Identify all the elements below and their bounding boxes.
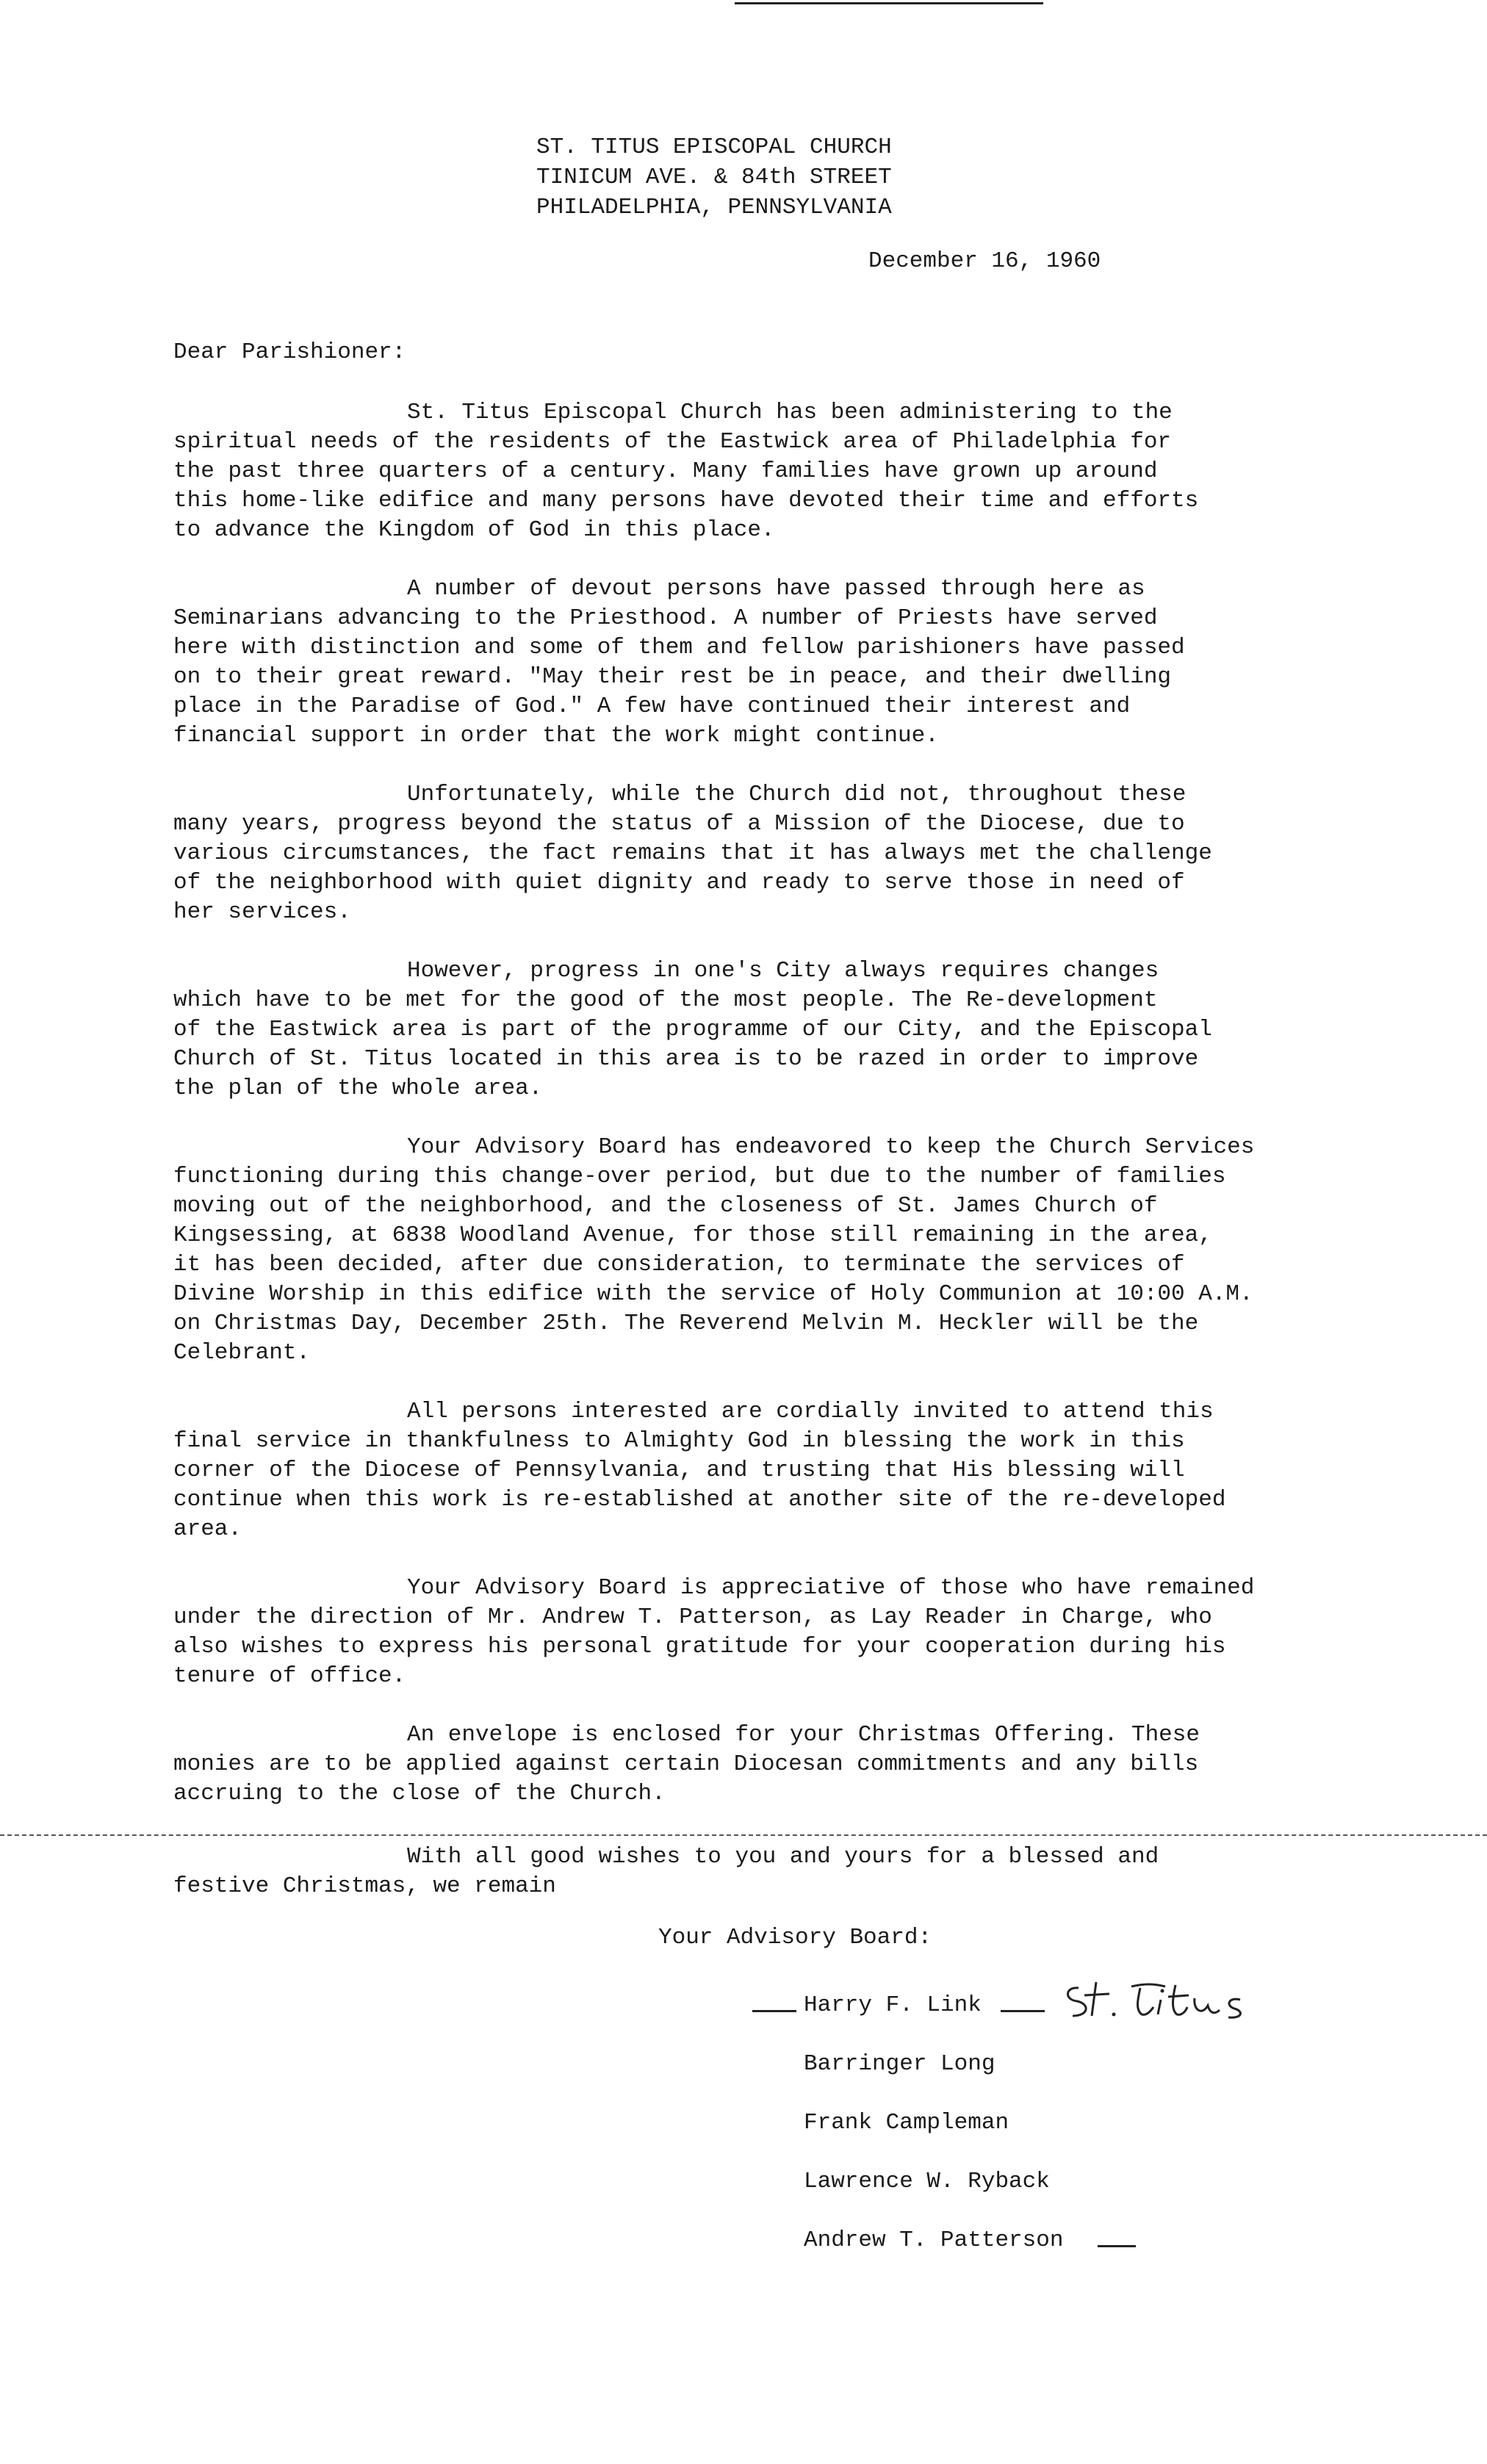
dash-mark bbox=[1098, 2245, 1136, 2247]
text-line: With all good wishes to you and yours for a blessed and bbox=[407, 1844, 1159, 1870]
paragraph-appreciation bbox=[173, 1574, 1349, 1691]
letterhead-street: TINICUM AVE. & 84th STREET bbox=[536, 165, 892, 190]
letterhead-city: PHILADELPHIA, PENNSYLVANIA bbox=[536, 195, 892, 220]
top-edge-rule bbox=[735, 2, 1043, 4]
board-member-name: Frank Campleman bbox=[804, 2110, 1009, 2136]
handwriting-graphic bbox=[1058, 1972, 1264, 2023]
board-member-name: Andrew T. Patterson bbox=[804, 2227, 1064, 2253]
paragraph-final-service bbox=[173, 1133, 1349, 1368]
letterhead-church-name: ST. TITUS EPISCOPAL CHURCH bbox=[536, 134, 892, 160]
text-line: Your Advisory Board is appreciative of those who have remained bbox=[407, 1575, 1255, 1601]
text-line: of the Eastwick area is part of the programme of our City, and the Episcopal bbox=[173, 1017, 1212, 1042]
text-line: her services. bbox=[173, 899, 351, 925]
page-fold-line bbox=[0, 1834, 1487, 1836]
text-line: under the direction of Mr. Andrew T. Patterson, as Lay Reader in Charge, who bbox=[173, 1604, 1212, 1630]
letter-date: December 16, 1960 bbox=[868, 248, 1101, 274]
text-line: area. bbox=[173, 1516, 242, 1542]
text-line: Unfortunately, while the Church did not, throughout these bbox=[407, 782, 1187, 807]
handwritten-st-titus-note bbox=[1058, 1972, 1264, 2023]
board-member-name: Harry F. Link bbox=[804, 1992, 982, 2018]
text-line: the past three quarters of a century. Many families have grown up around bbox=[173, 458, 1158, 484]
text-line: the plan of the whole area. bbox=[173, 1076, 543, 1101]
text-line: A number of devout persons have passed through here as bbox=[407, 576, 1145, 602]
text-line: also wishes to express his personal gratitude for your cooperation during his bbox=[173, 1634, 1226, 1660]
text-line: final service in thankfulness to Almighty God in blessing the work in this bbox=[173, 1428, 1185, 1454]
text-line: continue when this work is re-established at another site of the re-developed bbox=[173, 1487, 1226, 1513]
text-line: this home-like edifice and many persons have devoted their time and efforts bbox=[173, 488, 1199, 514]
text-line: tenure of office. bbox=[173, 1663, 406, 1689]
paragraph-invitation bbox=[173, 1397, 1349, 1544]
text-line: All persons interested are cordially invited to attend this bbox=[407, 1399, 1214, 1424]
text-line: on to their great reward. "May their rest be in peace, and their dwelling bbox=[173, 664, 1172, 690]
text-line: Your Advisory Board has endeavored to keep the Church Services bbox=[407, 1134, 1255, 1160]
text-line: moving out of the neighborhood, and the closeness of St. James Church of bbox=[173, 1193, 1158, 1219]
text-line: An envelope is enclosed for your Christmas Offering. These bbox=[407, 1722, 1200, 1748]
text-line: of the neighborhood with quiet dignity and ready to serve those in need of bbox=[173, 870, 1185, 896]
text-line: Kingsessing, at 6838 Woodland Avenue, for those still remaining in the area, bbox=[173, 1222, 1212, 1248]
salutation: Dear Parishioner: bbox=[173, 339, 406, 365]
paragraph-seminarians bbox=[173, 574, 1349, 751]
dash-mark bbox=[1001, 2010, 1045, 2012]
board-member-name: Barringer Long bbox=[804, 2051, 995, 2077]
text-line: to advance the Kingdom of God in this place. bbox=[173, 517, 775, 543]
paragraph-wishes bbox=[173, 1842, 1349, 1901]
text-line: accruing to the close of the Church. bbox=[173, 1781, 666, 1806]
text-line: financial support in order that the work might continue. bbox=[173, 723, 939, 749]
text-line: corner of the Diocese of Pennsylvania, and trusting that His blessing will bbox=[173, 1458, 1185, 1483]
paragraph-redevelopment bbox=[173, 957, 1349, 1103]
text-line: monies are to be applied against certain Diocesan commitments and any bills bbox=[173, 1751, 1199, 1777]
text-line: many years, progress beyond the status of a Mission of the Diocese, due to bbox=[173, 811, 1185, 837]
board-member-name: Lawrence W. Ryback bbox=[804, 2169, 1050, 2194]
paragraph-history bbox=[173, 398, 1349, 545]
text-line: festive Christmas, we remain bbox=[173, 1873, 556, 1899]
paragraph-mission-status bbox=[173, 780, 1349, 927]
text-line: Seminarians advancing to the Priesthood. A number of Priests have served bbox=[173, 605, 1158, 631]
text-line: Celebrant. bbox=[173, 1340, 311, 1366]
paragraph-offering bbox=[173, 1721, 1349, 1809]
closing-advisory-board: Your Advisory Board: bbox=[658, 1925, 932, 1950]
text-line: spiritual needs of the residents of the Eastwick area of Philadelphia for bbox=[173, 429, 1172, 455]
text-line: Church of St. Titus located in this area is to be razed in order to improve bbox=[173, 1046, 1199, 1072]
dash-mark bbox=[752, 2010, 796, 2012]
text-line: St. Titus Episcopal Church has been administering to the bbox=[407, 400, 1173, 425]
text-line: various circumstances, the fact remains that it has always met the challenge bbox=[173, 840, 1212, 866]
text-line: on Christmas Day, December 25th. The Reverend Melvin M. Heckler will be the bbox=[173, 1311, 1199, 1336]
text-line: here with distinction and some of them and fellow parishioners have passed bbox=[173, 635, 1185, 660]
text-line: Divine Worship in this edifice with the service of Holy Communion at 10:00 A.M. bbox=[173, 1281, 1253, 1307]
text-line: However, progress in one's City always requires changes bbox=[407, 958, 1159, 984]
text-line: which have to be met for the good of the most people. The Re-development bbox=[173, 987, 1158, 1013]
text-line: it has been decided, after due consideration, to terminate the services of bbox=[173, 1252, 1185, 1278]
text-line: functioning during this change-over period, but due to the number of families bbox=[173, 1164, 1226, 1189]
text-line: place in the Paradise of God." A few have continued their interest and bbox=[173, 694, 1131, 719]
